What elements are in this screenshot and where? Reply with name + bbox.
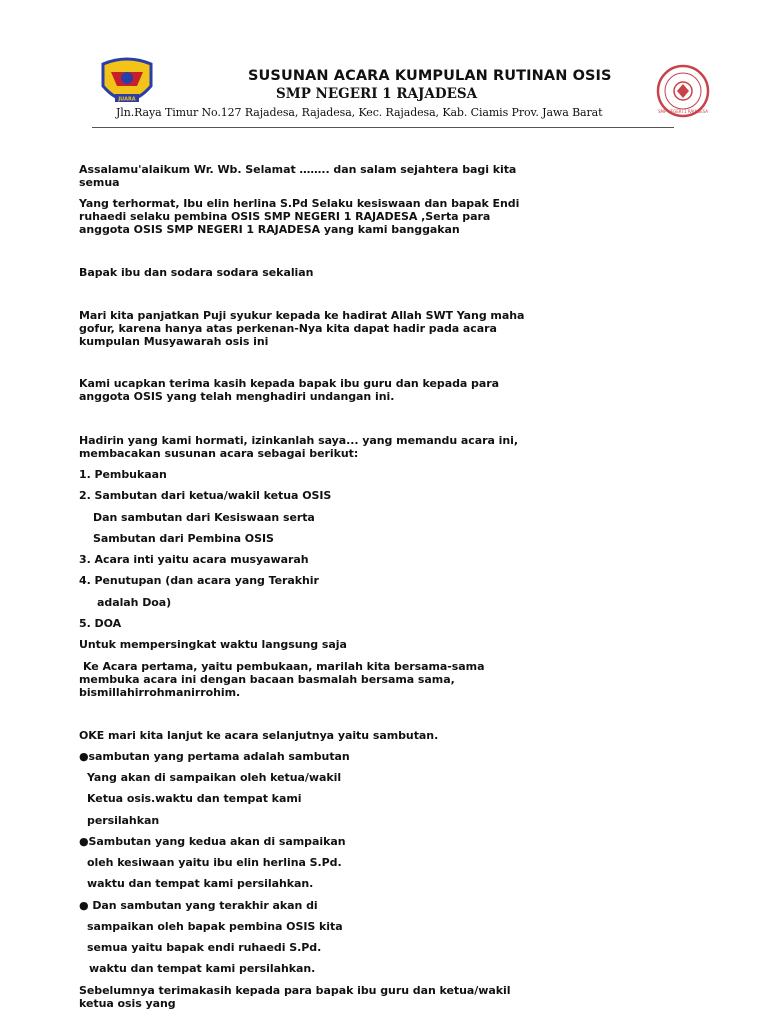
text-line: anggota OSIS SMP NEGERI 1 RAJADESA yang kami banggakan xyxy=(79,223,460,236)
text-line: ● Dan sambutan yang terakhir akan di xyxy=(79,899,318,912)
text-line: Kami ucapkan terima kasih kepada bapak ibu guru dan kepada para xyxy=(79,377,499,390)
text-line: Sebelumnya terimakasih kepada para bapak ibu guru dan ketua/wakil xyxy=(79,984,511,997)
school-address: Jln.Raya Timur No.127 Rajadesa, Rajadesa, Kec. Rajadesa, Kab. Ciamis Prov. Jawa Barat xyxy=(116,106,603,119)
agenda-item: 5. DOA xyxy=(79,617,122,630)
school-seal-right xyxy=(651,64,715,118)
header-divider xyxy=(92,127,674,128)
text-line: membuka acara ini dengan bacaan basmalah bersama sama, xyxy=(79,673,455,686)
text-line: Yang akan di sampaikan oleh ketua/wakil xyxy=(87,771,342,784)
school-name: SMP NEGERI 1 RAJADESA xyxy=(276,86,478,102)
text-line: gofur, karena hanya atas perkenan-Nya kita dapat hadir pada acara xyxy=(79,322,497,335)
text-line: ●Sambutan yang kedua akan di sampaikan xyxy=(79,835,346,848)
agenda-item: 4. Penutupan (dan acara yang Terakhir xyxy=(79,574,319,587)
text-line: Bapak ibu dan sodara sodara sekalian xyxy=(79,266,314,279)
text-line: Assalamu'alaikum Wr. Wb. Selamat …….. dan salam sejahtera bagi kita xyxy=(79,163,517,176)
text-line: Ketua osis.waktu dan tempat kami xyxy=(87,792,302,805)
text-line: OKE mari kita lanjut ke acara selanjutnya yaitu sambutan. xyxy=(79,729,439,742)
agenda-item: 2. Sambutan dari ketua/wakil ketua OSIS xyxy=(79,489,332,502)
agenda-item: 1. Pembukaan xyxy=(79,468,167,481)
text-line: Hadirin yang kami hormati, izinkanlah saya... yang memandu acara ini, xyxy=(79,434,519,447)
logo-left-text: JUARA xyxy=(118,96,136,103)
text-line: Untuk mempersingkat waktu langsung saja xyxy=(79,638,347,651)
text-line: Mari kita panjatkan Puji syukur kepada ke hadirat Allah SWT Yang maha xyxy=(79,309,525,322)
school-logo-left xyxy=(97,56,157,110)
text-line: semua yaitu bapak endi ruhaedi S.Pd. xyxy=(87,941,322,954)
text-line: waktu dan tempat kami persilahkan. xyxy=(89,962,316,975)
text-line: ruhaedi selaku pembina OSIS SMP NEGERI 1 RAJADESA ,Serta para xyxy=(79,210,491,223)
text-line: waktu dan tempat kami persilahkan. xyxy=(87,877,314,890)
text-line: Ke Acara pertama, yaitu pembukaan, marilah kita bersama-sama xyxy=(83,660,485,673)
agenda-subitem: Dan sambutan dari Kesiswaan serta xyxy=(93,511,315,524)
text-line: membacakan susunan acara sebagai berikut: xyxy=(79,447,359,460)
text-line: oleh kesiwaan yaitu ibu elin herlina S.Pd. xyxy=(87,856,342,869)
text-line: Yang terhormat, Ibu elin herlina S.Pd Selaku kesiswaan dan bapak Endi xyxy=(79,197,520,210)
agenda-subitem: Sambutan dari Pembina OSIS xyxy=(93,532,274,545)
text-line: bismillahirrohmanirrohim. xyxy=(79,686,241,699)
seal-text: SMP NEGERI 1 RAJADESA xyxy=(657,109,709,114)
document-title: SUSUNAN ACARA KUMPULAN RUTINAN OSIS xyxy=(248,68,612,84)
text-line: ketua osis yang xyxy=(79,997,176,1010)
text-line: sampaikan oleh bapak pembina OSIS kita xyxy=(87,920,343,933)
text-line: anggota OSIS yang telah menghadiri undangan ini. xyxy=(79,390,395,403)
agenda-subitem: adalah Doa) xyxy=(97,596,172,609)
text-line: persilahkan xyxy=(87,814,160,827)
text-line: kumpulan Musyawarah osis ini xyxy=(79,335,269,348)
text-line: ●sambutan yang pertama adalah sambutan xyxy=(79,750,350,763)
agenda-item: 3. Acara inti yaitu acara musyawarah xyxy=(79,553,309,566)
text-line: semua xyxy=(79,176,120,189)
